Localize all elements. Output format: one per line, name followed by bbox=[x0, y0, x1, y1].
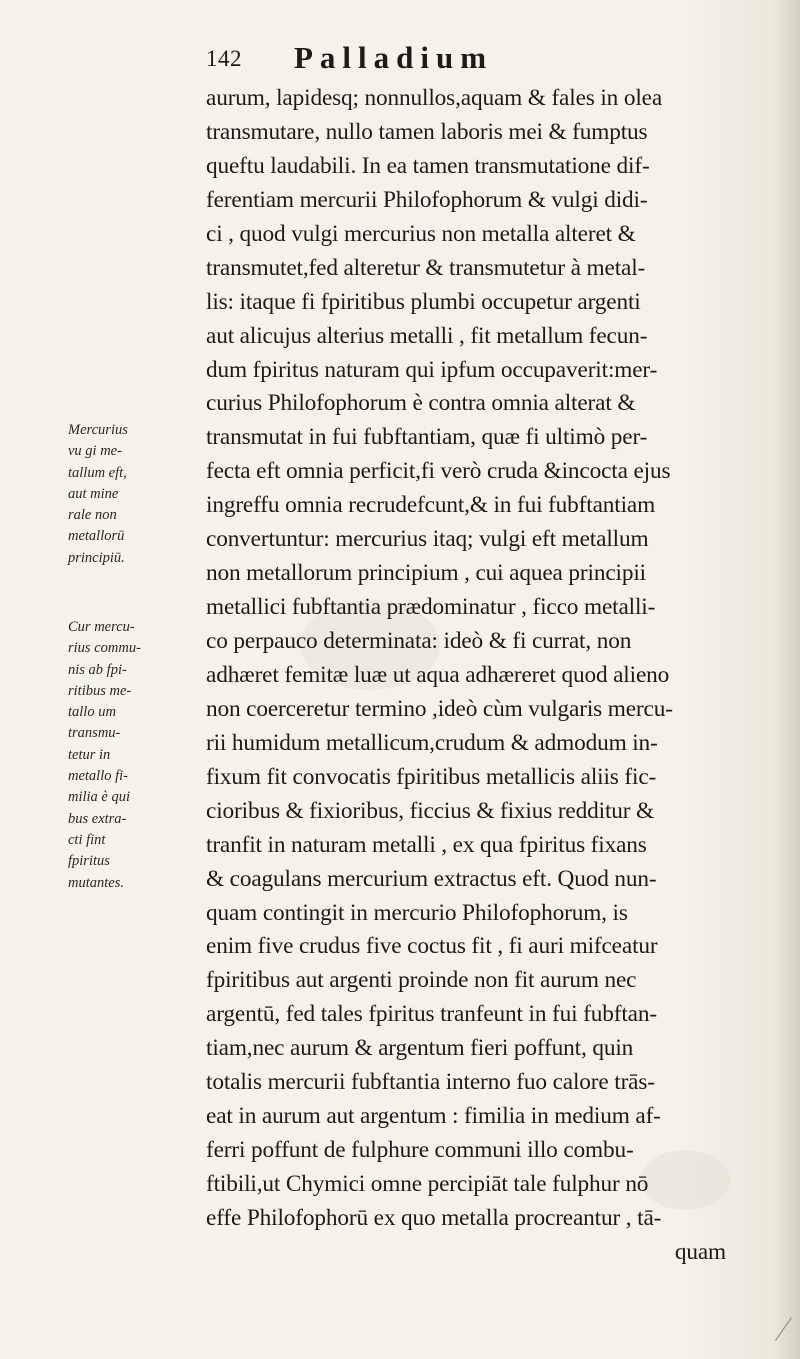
text-line: eat in aurum aut argentum : fimilia in medium af- bbox=[206, 1103, 661, 1130]
margin-note-line: tallo um bbox=[68, 704, 116, 721]
text-line: convertuntur: mercurius itaq; vulgi eft metallum bbox=[206, 526, 649, 553]
text-line: cioribus & fixioribus, ficcius & fixius redditur & bbox=[206, 797, 655, 824]
margin-note-line: milia è qui bbox=[68, 789, 131, 806]
margin-note-line: nis ab fpi- bbox=[68, 661, 127, 678]
text-line: effe Philofophorū ex quo metalla procreantur , tā- bbox=[206, 1204, 662, 1231]
page-edge-shadow bbox=[776, 0, 800, 1359]
margin-note-line: mutantes. bbox=[68, 874, 124, 891]
text-line: fpiritibus aut argenti proinde non fit aurum nec bbox=[206, 967, 637, 994]
text-line: co perpauco determinata: ideò & fi currat, non bbox=[206, 628, 632, 654]
text-line: transmutet,fed alteretur & transmutetur à metal- bbox=[206, 254, 646, 281]
margin-note-mercurius bbox=[68, 420, 168, 569]
margin-note-line: ritibus me- bbox=[68, 682, 132, 699]
text-line: adhæret femitæ luæ ut aqua adhæreret quod alieno bbox=[206, 661, 670, 688]
page-number: 142 bbox=[206, 46, 242, 71]
text-line: tranfit in naturam metalli , ex qua fpiritus fixans bbox=[206, 831, 647, 858]
margin-note-line: principiū. bbox=[68, 549, 125, 566]
margin-note-line: rale non bbox=[68, 507, 117, 524]
text-line: queftu laudabili. In ea tamen transmutatione dif- bbox=[206, 152, 650, 179]
margin-note-line: metallo fi- bbox=[68, 768, 129, 785]
margin-note-line: tallum eft, bbox=[68, 464, 127, 481]
margin-note-line: Mercurius bbox=[68, 422, 128, 438]
main-text-block bbox=[206, 82, 762, 1270]
margin-note-line: Cur mercu- bbox=[68, 619, 135, 635]
text-line: enim five crudus five coctus fit , fi auri mifceatur bbox=[206, 933, 658, 960]
margin-note-cur-mercurius bbox=[68, 617, 168, 894]
text-line: ingreffu omnia recrudefcunt,& in fui fubftantiam bbox=[206, 492, 656, 519]
text-line: & coagulans mercurium extractus eft. Quod nun- bbox=[206, 865, 657, 892]
text-line: quam bbox=[674, 1238, 726, 1265]
text-line: rii humidum metallicum,crudum & admodum in- bbox=[206, 729, 658, 756]
text-line: ferri poffunt de fulphure communi illo combu- bbox=[206, 1137, 634, 1164]
text-line: dum fpiritus naturam qui ipfum occupaverit:mer- bbox=[206, 356, 658, 383]
text-line: fixum fit convocatis fpiritibus metallicis aliis fic- bbox=[206, 763, 657, 790]
running-title: Palladium bbox=[294, 40, 494, 75]
page-header bbox=[206, 40, 746, 80]
margin-note-line: transmu- bbox=[68, 725, 121, 742]
text-line: totalis mercurii fubftantia interno fuo calore trās- bbox=[206, 1069, 655, 1096]
text-line: ferentiam mercurii Philofophorum & vulgi didi- bbox=[206, 186, 648, 213]
text-line: curius Philofophorum è contra omnia alterat & bbox=[206, 390, 636, 417]
text-line: non metallorum principium , cui aquea principii bbox=[206, 560, 647, 587]
text-line: transmutare, nullo tamen laboris mei & fumptus bbox=[206, 118, 648, 145]
text-line: ci , quod vulgi mercurius non metalla alteret & bbox=[206, 220, 636, 247]
text-line: transmutat in fui fubftantiam, quæ fi ultimò per- bbox=[206, 424, 648, 451]
text-line: quam contingit in mercurio Philofophorum, is bbox=[206, 899, 628, 926]
text-line: fecta eft omnia perficit,fi verò cruda &incocta ejus bbox=[206, 458, 671, 485]
margin-note-line: aut mine bbox=[68, 485, 119, 502]
margin-note-line: rius commu- bbox=[68, 640, 141, 657]
text-line: aut alicujus alterius metalli , fit metallum fecun- bbox=[206, 322, 648, 349]
text-line: aurum, lapidesq; nonnullos,aquam & fales in olea bbox=[206, 85, 663, 111]
margin-note-line: fpiritus bbox=[68, 853, 110, 870]
margin-note-line: cti fint bbox=[68, 831, 106, 848]
text-line: tiam,nec aurum & argentum fieri poffunt, quin bbox=[206, 1035, 634, 1062]
text-line: non coerceretur termino ,ideò cùm vulgaris mercu- bbox=[206, 695, 673, 722]
margin-note-line: tetur in bbox=[68, 746, 111, 763]
text-line: lis: itaque fi fpiritibus plumbi occupetur argenti bbox=[206, 288, 641, 315]
text-line: argentū, fed tales fpiritus tranfeunt in fui fubftan- bbox=[206, 1001, 657, 1028]
margin-note-line: metallorū bbox=[68, 528, 125, 545]
text-line: ftibili,ut Chymici omne percipiāt tale fulphur nō bbox=[206, 1171, 649, 1197]
text-line: metallici fubftantia prædominatur , ficco metalli- bbox=[206, 594, 656, 621]
margin-note-line: vu gi me- bbox=[68, 443, 122, 460]
margin-note-line: bus extra- bbox=[68, 810, 127, 827]
